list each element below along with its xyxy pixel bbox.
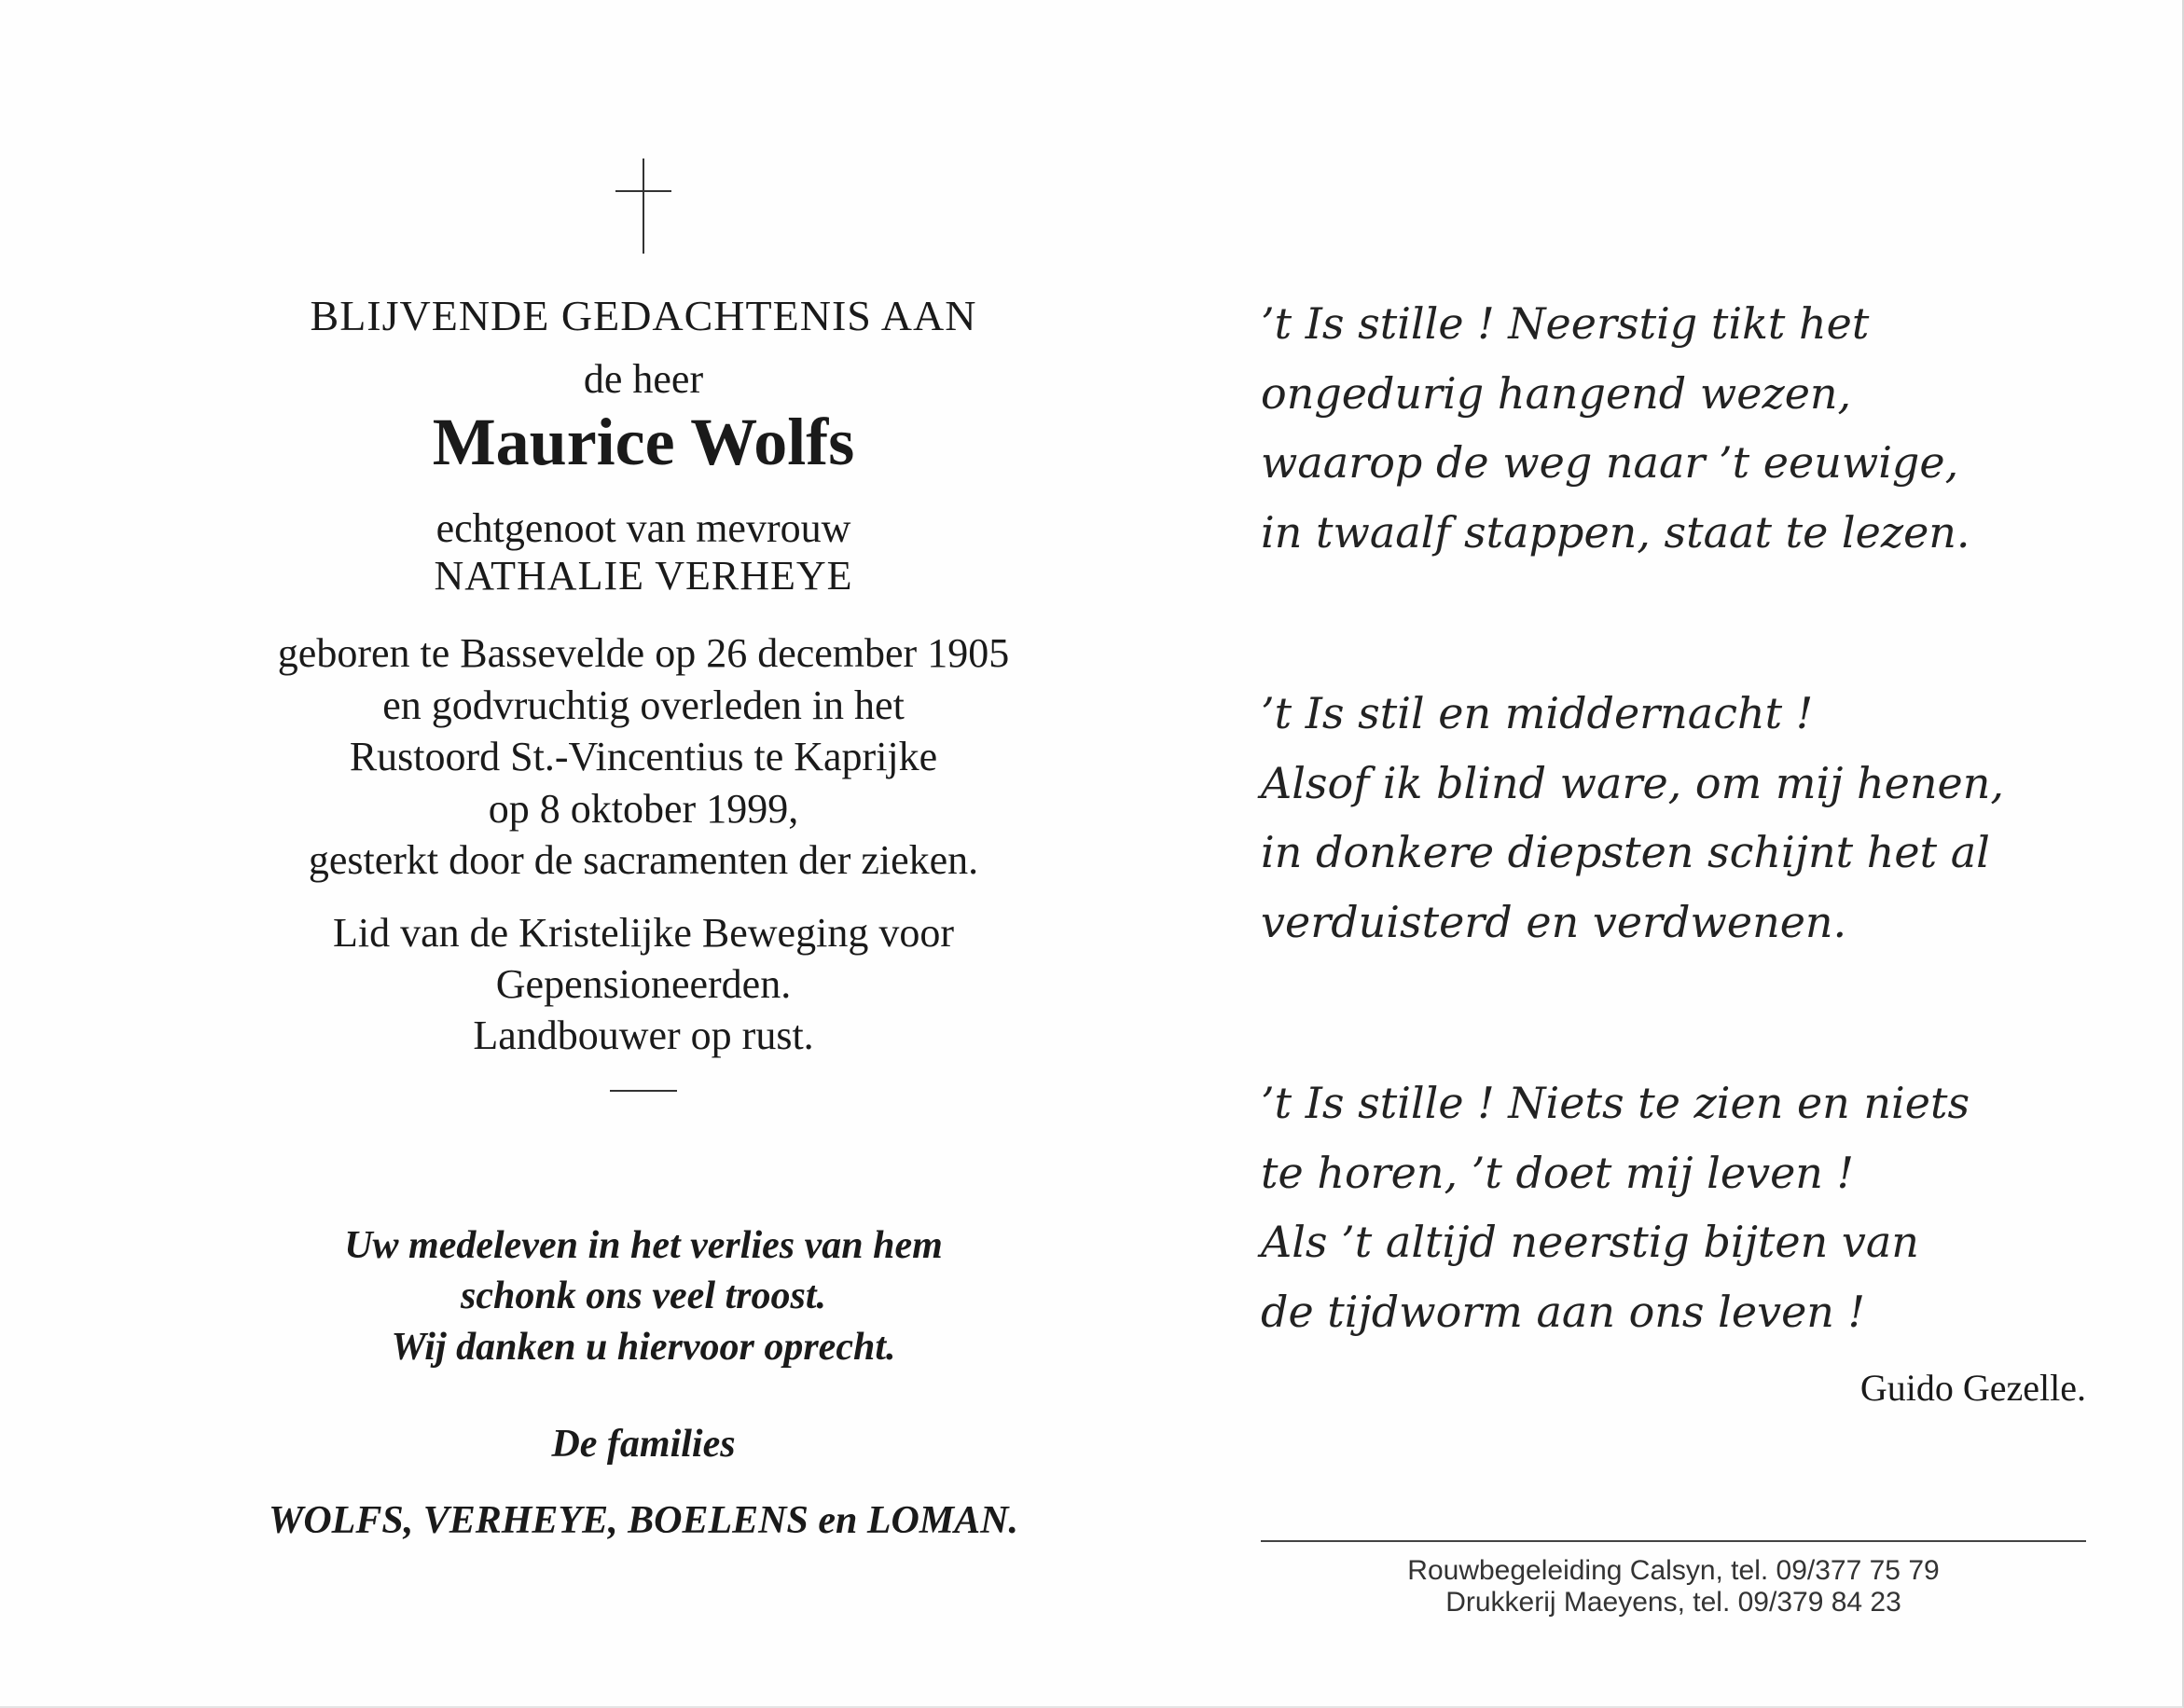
member-line: Landbouwer op rust.	[473, 1012, 814, 1059]
families-label: De families	[551, 1422, 736, 1466]
divider	[610, 1090, 677, 1092]
poem-line: Als ’t altijd neerstig bijten van	[1261, 1217, 1919, 1267]
poem-stanza	[1261, 289, 2100, 567]
bio-line: geboren te Bassevelde op 26 december 1905	[277, 630, 1010, 677]
poem-line: ’t Is stil en middernacht !	[1261, 688, 1814, 738]
poem-stanza	[1261, 1068, 2100, 1346]
card-heading: BLIJVENDE GEDACHTENIS AAN	[310, 292, 977, 339]
poem-line: de tijdworm aan ons leven !	[1261, 1286, 1866, 1337]
poem-line: verduisterd en verdwenen.	[1261, 896, 1847, 947]
poem-line: te horen, ’t doet mij leven !	[1261, 1147, 1855, 1198]
footer-divider	[1261, 1540, 2086, 1542]
thanks-line: Uw medeleven in het verlies van hem	[344, 1223, 943, 1267]
printer-line: Rouwbegeleiding Calsyn, tel. 09/377 75 79	[1407, 1555, 1940, 1586]
cross-icon	[615, 158, 671, 254]
member-line: Lid van de Kristelijke Beweging voor	[333, 909, 954, 956]
poem-line: ongedurig hangend wezen,	[1261, 367, 1852, 419]
thanks-line: schonk ons veel troost.	[460, 1274, 827, 1318]
deceased-name: Maurice Wolfs	[432, 404, 855, 479]
member-line: Gepensioneerden.	[495, 960, 792, 1007]
printer-line: Drukkerij Maeyens, tel. 09/379 84 23	[1445, 1587, 1901, 1618]
poem-line: in donkere diepsten schijnt het al	[1261, 827, 1990, 877]
poem-line: ’t Is stille ! Niets te zien en niets	[1261, 1078, 1970, 1128]
biography	[187, 627, 1100, 886]
poem-line: ’t Is stille ! Neerstig tikt het	[1261, 298, 1870, 349]
memorial-text-panel	[187, 140, 1100, 1543]
poem-stanza	[1261, 679, 2100, 957]
bio-line: op 8 oktober 1999,	[488, 785, 799, 832]
poem-author: Guido Gezelle.	[1859, 1367, 2086, 1409]
salutation: de heer	[583, 355, 704, 402]
families-names: WOLFS, VERHEYE, BOELENS en LOMAN.	[269, 1498, 1018, 1542]
spouse-line: echtgenoot van mevrouw	[435, 505, 851, 552]
poem-line: waarop de weg naar ’t eeuwige,	[1261, 437, 1959, 488]
poem-line: Alsof ik blind ware, om mij henen,	[1261, 757, 2005, 808]
membership	[187, 907, 1100, 1062]
printer-credits	[1261, 1555, 2086, 1618]
bio-line: Rustoord St.-Vincentius te Kaprijke	[349, 734, 938, 780]
thanks-message	[187, 1220, 1100, 1373]
bio-line: en godvruchtig overleden in het	[382, 682, 905, 728]
poem-line: in twaalf stappen, staat te lezen.	[1261, 506, 1970, 558]
bio-line: gesterkt door de sacramenten der zieken.	[308, 837, 979, 884]
spouse-name: NATHALIE VERHEYE	[434, 552, 853, 599]
thanks-line: Wij danken u hiervoor oprecht.	[391, 1326, 896, 1370]
poem	[1261, 289, 2100, 1346]
